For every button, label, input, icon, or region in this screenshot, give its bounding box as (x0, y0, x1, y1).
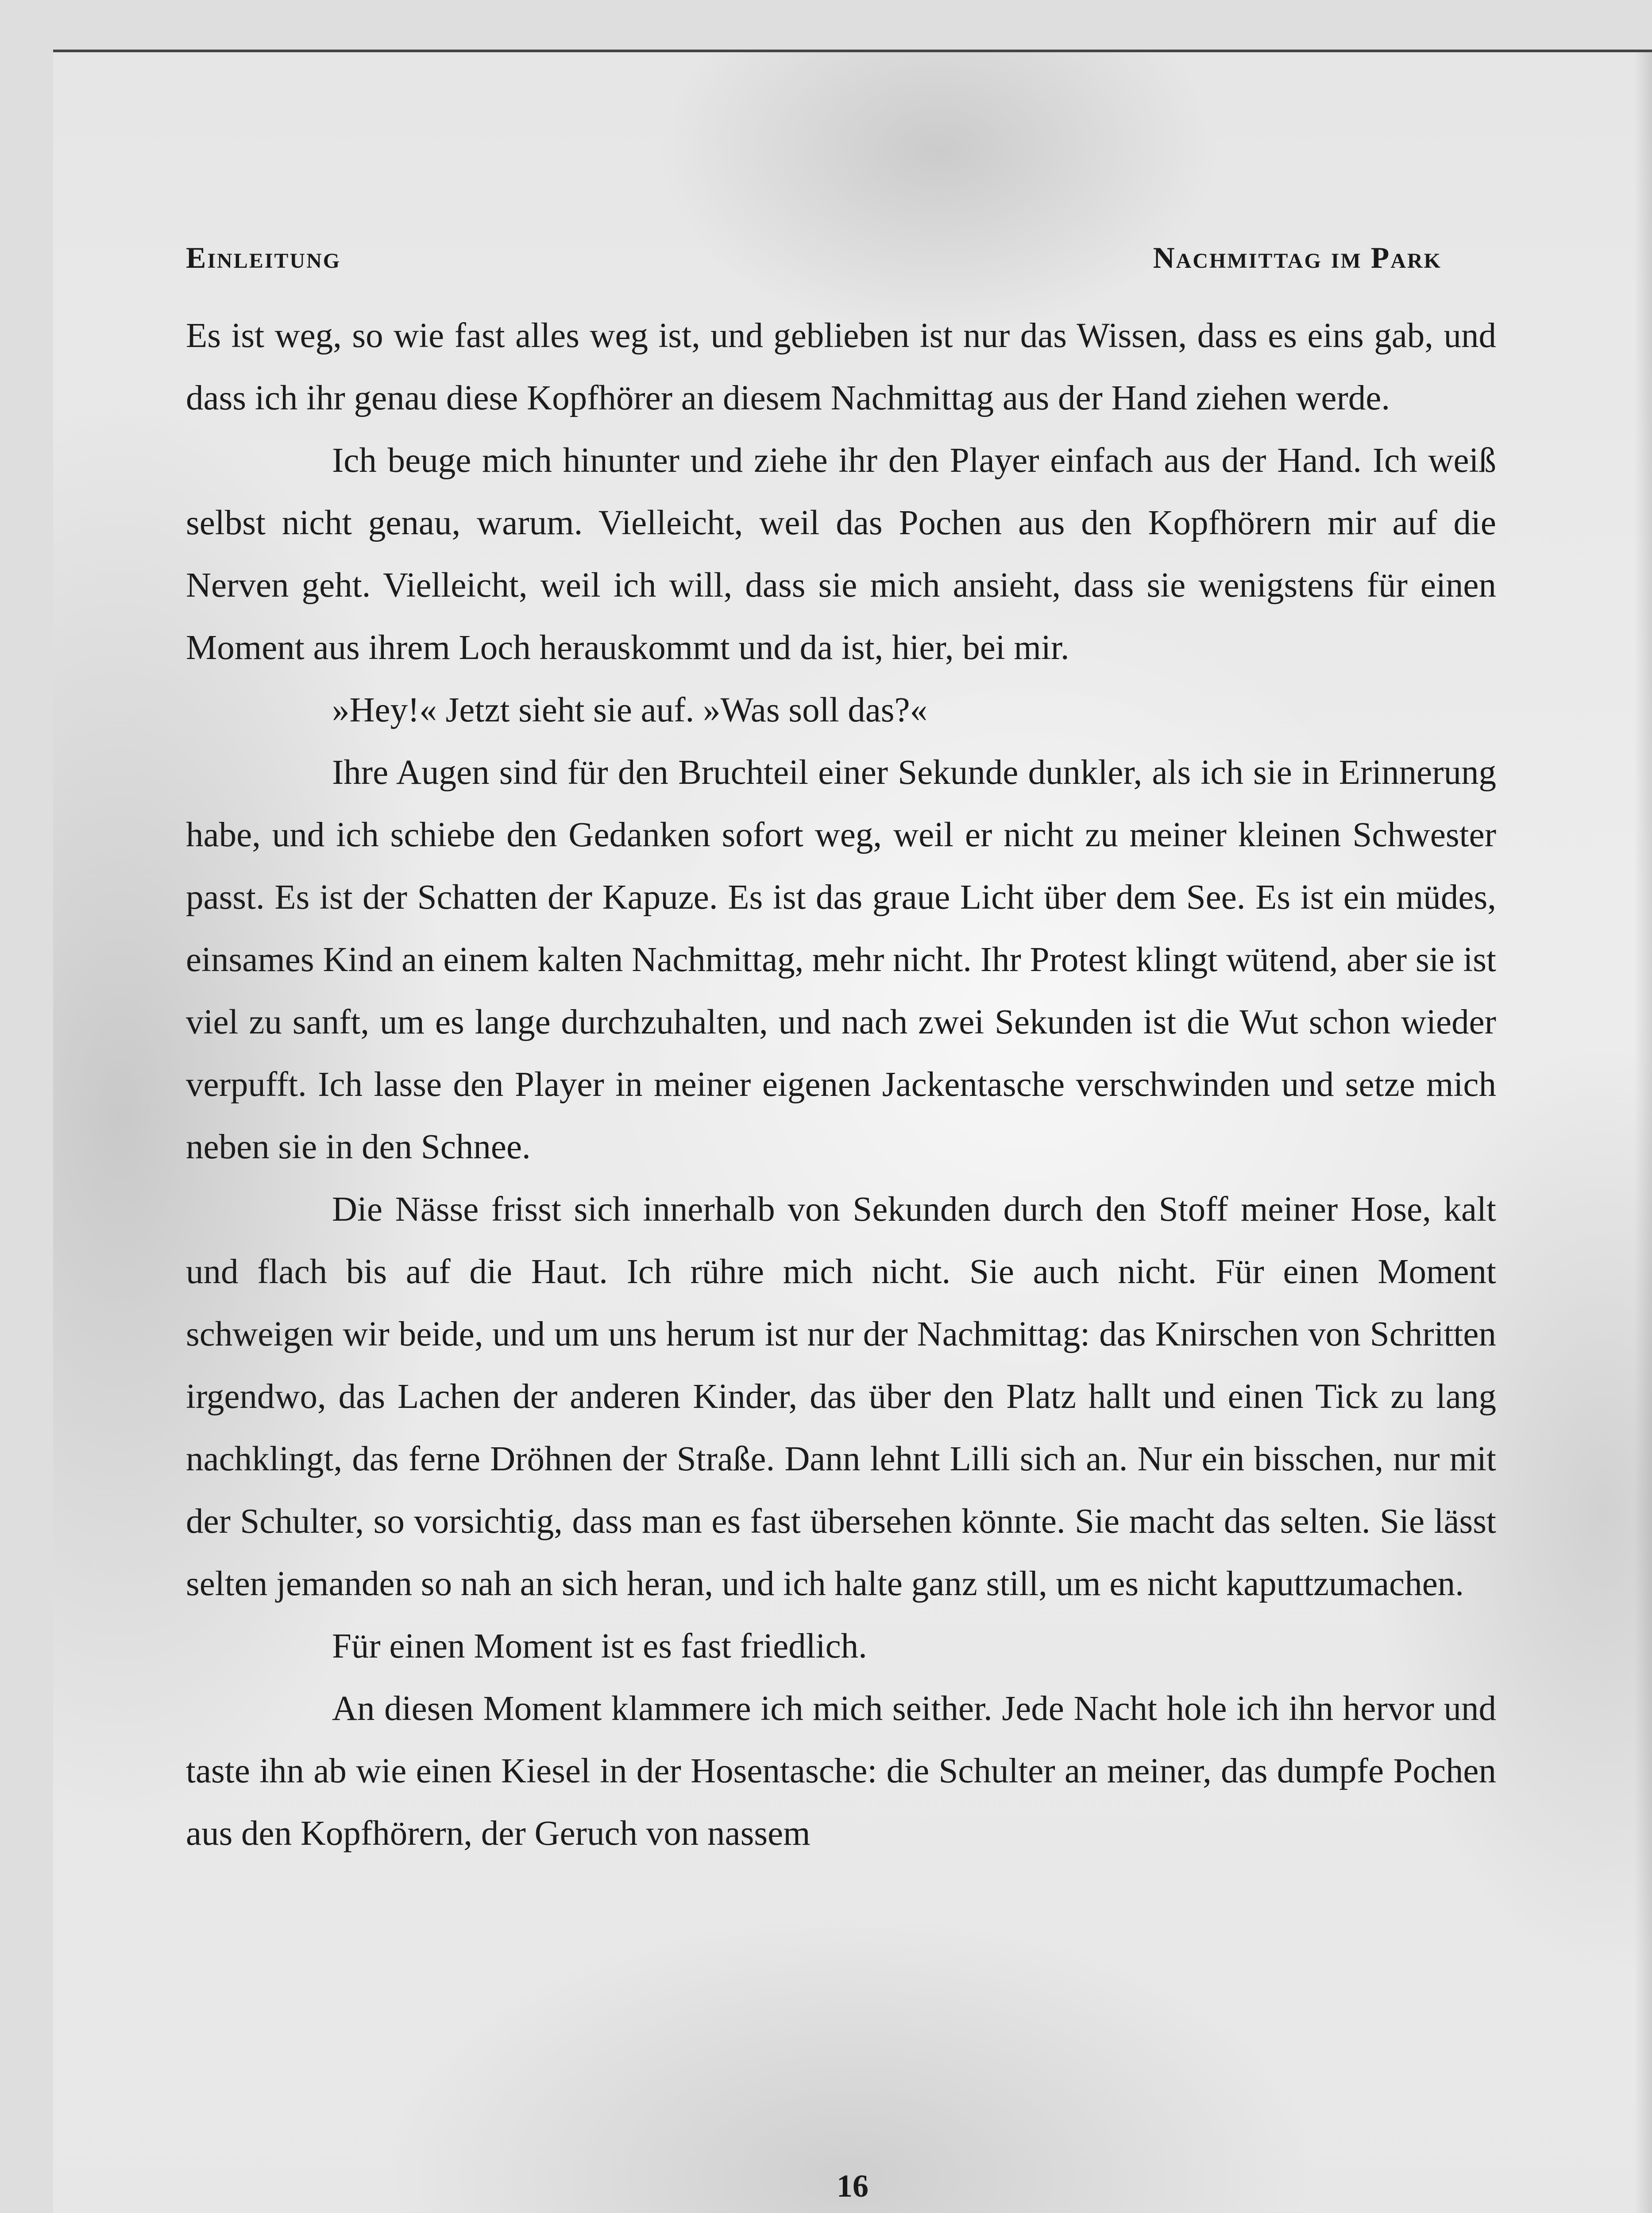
paragraph: Ihre Augen sind für den Bruchteil einer Sekunde dunkler, als ich sie in Erinnerung habe, und ich schiebe den Gedanken sofort weg, weil er nicht zu meiner kleinen Schwester passt. Es ist der Schatten der Kapuze. Es ist das graue Licht über dem See. Es ist ein müdes, einsames Kind an einem kalten Nachmittag, mehr nicht. Ihr Protest klingt wütend, aber sie ist viel zu sanft, um es lange durchzuhalten, und nach zwei Sekunden ist die Wut schon wieder verpufft. Ich lasse den Player in meiner eigenen Jackentasche verschwinden und setze mich neben sie in den Schnee. (186, 753, 1496, 1166)
paragraph: An diesen Moment klammere ich mich seither. Jede Nacht hole ich ihn hervor und taste ihn ab wie einen Kiesel in der Hosentasche: die Schulter an meiner, das dumpfe Pochen aus den Kopfhörern, der Geruch von nassem (186, 1689, 1496, 1853)
book-page (53, 52, 1652, 2213)
paragraph: Es ist weg, so wie fast alles weg ist, und geblieben ist nur das Wissen, dass es eins gab, und dass ich ihr genau diese Kopfhörer an diesem Nachmittag aus der Hand ziehen werde. (186, 316, 1496, 417)
body-text (186, 305, 1496, 1865)
paragraph: »Hey!« Jetzt sieht sie auf. »Was soll das?« (332, 691, 928, 729)
page-edge-shadow (1634, 52, 1652, 2213)
paragraph: Für einen Moment ist es fast friedlich. (332, 1627, 867, 1666)
running-head-chapter: Einleitung (186, 241, 341, 274)
paragraph: Die Nässe frisst sich innerhalb von Sekunden durch den Stoff meiner Hose, kalt und flach bis auf die Haut. Ich rühre mich nicht. Sie auch nicht. Für einen Moment schweigen wir beide, und um uns herum ist nur der Nachmittag: das Knirschen von Schritten irgendwo, das Lachen der anderen Kinder, das über den Platz hallt und einen Tick zu lang nachklingt, das ferne Dröhnen der Straße. Dann lehnt Lilli sich an. Nur ein bisschen, nur mit der Schulter, so vorsichtig, dass man es fast übersehen könnte. Sie macht das selten. Sie lässt selten jemanden so nah an sich heran, und ich halte ganz still, um es nicht kaputtzumachen. (186, 1190, 1496, 1603)
page-number: 16 (837, 2168, 868, 2204)
running-head-section: Nachmittag im Park (1153, 241, 1442, 274)
paragraph: Ich beuge mich hinunter und ziehe ihr den Player einfach aus der Hand. Ich weiß selbst nicht genau, warum. Vielleicht, weil das Pochen aus den Kopfhörern mir auf die Nerven geht. Vielleicht, weil ich will, dass sie mich ansieht, dass sie wenigstens für einen Moment aus ihrem Loch herauskommt und da ist, hier, bei mir. (186, 441, 1496, 667)
